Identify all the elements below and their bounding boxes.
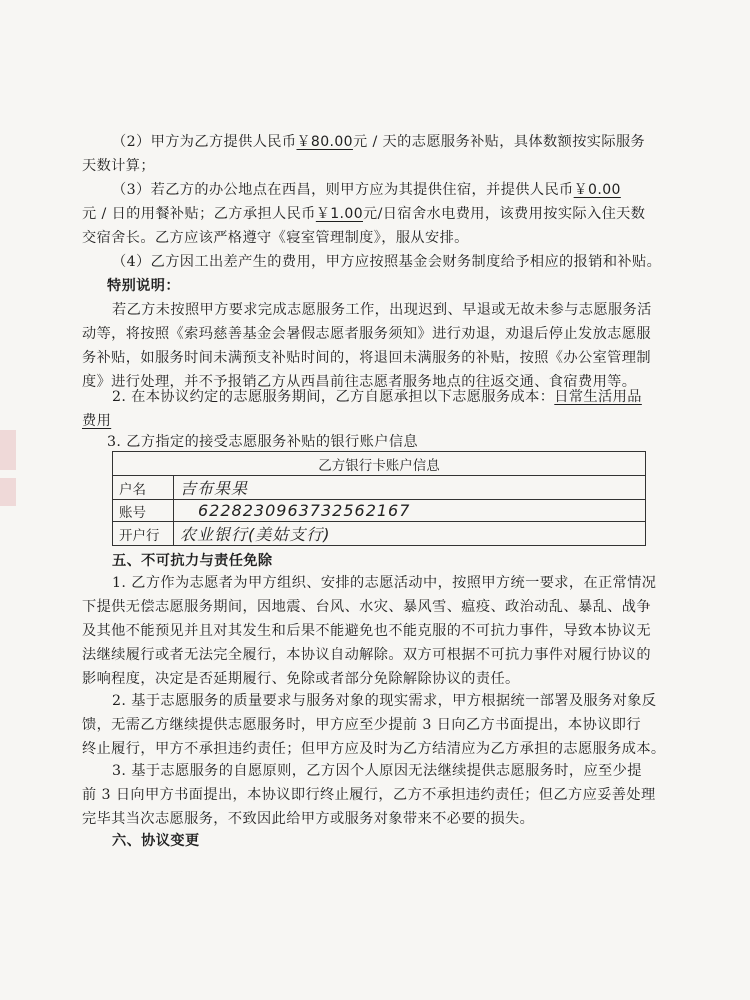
account-label: 账号	[113, 500, 174, 522]
utility-fee-amount: ￥1.00	[315, 206, 363, 222]
para-3-line-2: 元 / 日的用餐补贴；乙方承担人民币￥1.00元/日宿舍水电费用，该费用按实际入住天数	[82, 206, 646, 222]
section-5-p1-line: 1. 乙方作为志愿者为甲方组织、安排的志愿活动中，按照甲方统一要求，在正常情况	[112, 575, 657, 591]
section-5-p3-line: 3. 基于志愿服务的自愿原则，乙方因个人原因无法继续提供志愿服务时，应至少提	[112, 763, 642, 779]
daily-subsidy-amount: ￥80.00	[296, 134, 353, 150]
special-note-line: 若乙方未按照甲方要求完成志愿服务工作，出现迟到、早退或无故未参与志愿服务活	[112, 302, 652, 318]
item-3: 3. 乙方指定的接受志愿服务补贴的银行账户信息	[107, 434, 418, 450]
section-5-p3-line: 前 3 日向甲方书面提出，本协议即行终止履行，乙方不承担违约责任；但乙方应妥善处理	[82, 787, 656, 803]
bank-account-table	[112, 451, 646, 546]
section-5-p3-line: 完毕其当次志愿服务，不致因此给甲方或服务对象带来不必要的损失。	[82, 811, 535, 827]
account-name-value: 吉布果果	[174, 476, 646, 500]
section-5-p1-line: 及其他不能预见并且对其发生和后果不能避免也不能克服的不可抗力事件，导致本协议无	[82, 623, 651, 639]
self-borne-cost: 日常生活用品	[554, 389, 642, 405]
special-note-title: 特别说明：	[107, 278, 180, 294]
para-2-line-2: 天数计算；	[82, 158, 155, 174]
account-number-value: 6228230963732562167	[174, 500, 646, 522]
seal-edge-mark	[0, 478, 16, 506]
bank-table-title: 乙方银行卡账户信息	[113, 452, 646, 476]
table-row	[113, 522, 646, 546]
para-3-line-3: 交宿舍长。乙方应该严格遵守《寝室管理制度》，服从安排。	[82, 230, 469, 246]
section-5-p2-line: 2. 基于志愿服务的质量要求与服务对象的现实需求，甲方根据统一部署及服务对象反	[112, 693, 657, 709]
section-5-p1-line: 法继续履行或者无法完全履行，本协议自动解除。双方可根据不可抗力事件对履行协议的	[82, 647, 651, 663]
table-row	[113, 476, 646, 500]
section-6-title: 六、协议变更	[112, 833, 200, 849]
section-5-p1-line: 下提供无偿志愿服务期间，因地震、台风、水灾、暴风雪、瘟疫、政治动乱、暴乱、战争	[82, 599, 651, 615]
seal-edge-mark	[0, 430, 16, 470]
meal-subsidy-amount: ￥0.00	[573, 182, 621, 198]
branch-label: 开户行	[113, 522, 174, 546]
item-2-line-2: 费用	[82, 413, 112, 429]
name-label: 户名	[113, 476, 174, 500]
item-2-line-1: 2. 在本协议约定的志愿服务期间，乙方自愿承担以下志愿服务成本：日常生活用品	[112, 389, 642, 405]
section-5-p2-line: 馈，无需乙方继续提供志愿服务时，甲方应至少提前 3 日向乙方书面提出，本协议即行	[82, 717, 641, 733]
para-3-line-1: （3）若乙方的办公地点在西昌，则甲方应为其提供住宿，并提供人民币￥0.00	[112, 182, 621, 198]
bank-branch-value: 农业银行(美姑支行)	[174, 522, 646, 546]
special-note-line: 务补贴，如服务时间未满预支补贴时间的，将退回未满服务的补贴，按照《办公室管理制	[82, 350, 651, 366]
special-note-line: 度》进行处理，并不予报销乙方从西昌前往志愿者服务地点的往返交通、食宿费用等。	[82, 374, 637, 390]
para-2-line-1: （2）甲方为乙方提供人民币￥80.00元 / 天的志愿服务补贴，具体数额按实际服务	[112, 134, 646, 150]
table-row	[113, 500, 646, 522]
section-5-p1-line: 影响程度，决定是否延期履行、免除或者部分免除解除协议的责任。	[82, 671, 520, 687]
section-5-title: 五、不可抗力与责任免除	[112, 553, 273, 569]
para-4: （4）乙方因工出差产生的费用，甲方应按照基金会财务制度给予相应的报销和补贴。	[112, 254, 662, 270]
special-note-line: 动等，将按照《索玛慈善基金会暑假志愿者服务须知》进行劝退，劝退后停止发放志愿服	[82, 326, 651, 342]
section-5-p2-line: 终止履行，甲方不承担违约责任；但甲方应及时为乙方结清应为乙方承担的志愿服务成本。	[82, 741, 666, 757]
